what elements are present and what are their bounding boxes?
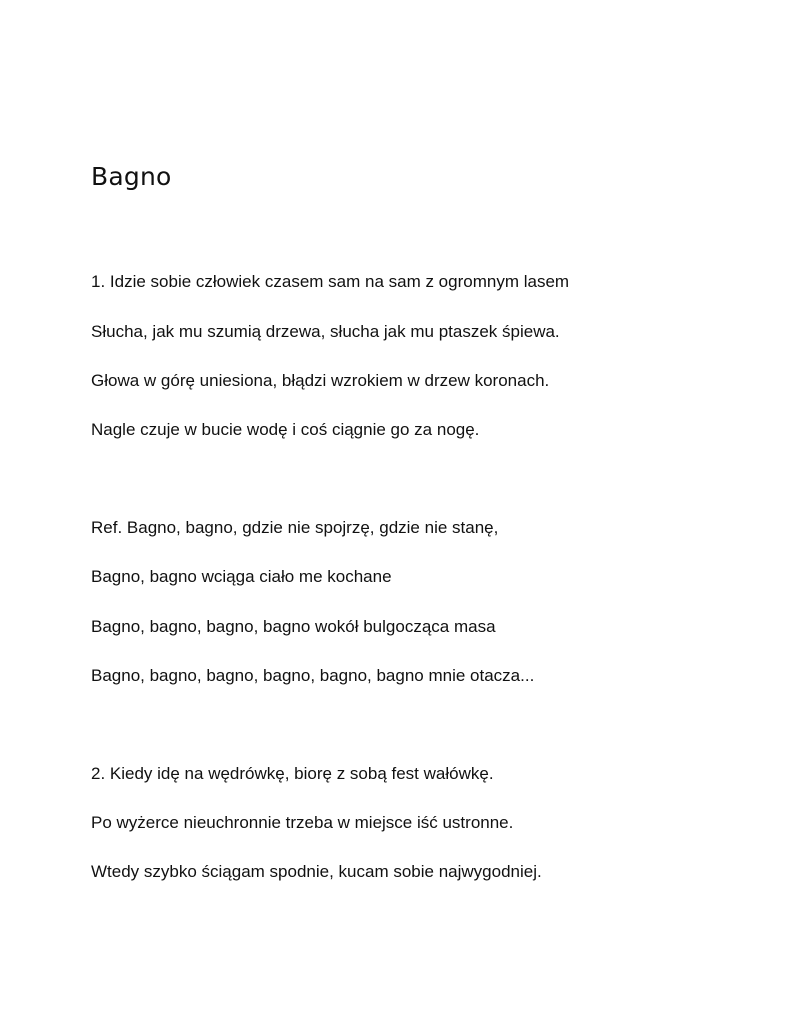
refrain-line-3: Bagno, bagno, bagno, bagno wokół bulgocząca masa (91, 617, 496, 636)
refrain-line-4: Bagno, bagno, bagno, bagno, bagno, bagno mnie otacza... (91, 666, 535, 685)
document-title: Bagno (91, 162, 172, 191)
verse-1-line-1: 1. Idzie sobie człowiek czasem sam na sam z ogromnym lasem (91, 272, 570, 291)
verse-2-line-3: Wtedy szybko ściągam spodnie, kucam sobie najwygodniej. (91, 862, 542, 881)
verse-2-line-2: Po wyżerce nieuchronnie trzeba w miejsce iść ustronne. (91, 813, 514, 832)
verse-2-line-1: 2. Kiedy idę na wędrówkę, biorę z sobą fest wałówkę. (91, 764, 494, 783)
refrain-line-1: Ref. Bagno, bagno, gdzie nie spojrzę, gdzie nie stanę, (91, 518, 499, 537)
refrain-line-2: Bagno, bagno wciąga ciało me kochane (91, 567, 392, 586)
verse-1-line-2: Słucha, jak mu szumią drzewa, słucha jak mu ptaszek śpiewa. (91, 322, 560, 341)
verse-1-line-3: Głowa w górę uniesiona, błądzi wzrokiem w drzew koronach. (91, 371, 550, 390)
verse-1-line-4: Nagle czuje w bucie wodę i coś ciągnie go za nogę. (91, 420, 480, 439)
